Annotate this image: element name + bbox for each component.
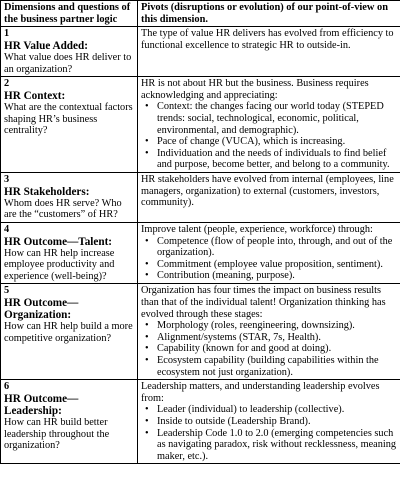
- dimension-cell: [1, 27, 138, 77]
- list-item: • Pace of change (VUCA), which is increasing.: [141, 136, 397, 148]
- list-item: • Context: the changes facing our world today (STEPED trends: social, technological, economic, political, environmental, and demographic).: [141, 101, 397, 136]
- row-number: 1: [4, 28, 10, 40]
- list-item: • Inside to outside (Leadership Brand).: [141, 416, 397, 428]
- pivot-cell: [138, 284, 400, 380]
- dimension-question: How can HR help build a more competitive organization?: [4, 321, 133, 345]
- list-item: • Competence (flow of people into, through, and out of the organization).: [141, 236, 397, 259]
- dimension-question: What value does HR deliver to an organization?: [4, 51, 132, 75]
- dimension-title: HR Value Added:: [4, 39, 88, 52]
- pivot-bullet-list: [141, 236, 397, 282]
- header-dimensions: Dimensions and questions of the business partner logic: [1, 1, 138, 27]
- list-item: • Leadership Code 1.0 to 2.0 (emerging competencies such as navigating paradox, risk without recklessness, meaning maker, etc.).: [141, 428, 397, 463]
- list-item: • Leader (individual) to leadership (collective).: [141, 404, 397, 416]
- list-item: • Ecosystem capability (building capabilities within the ecosystem not just organization).: [141, 355, 397, 378]
- dimension-title: HR Outcome—Organization:: [4, 297, 79, 322]
- dimension-cell: [1, 77, 138, 173]
- dimension-cell: [1, 222, 138, 284]
- table-row: [1, 27, 400, 77]
- list-item: • Commitment (employee value proposition, sentiment).: [141, 259, 397, 271]
- row-number: 3: [4, 173, 10, 185]
- row-number: 5: [4, 285, 10, 297]
- pivot-text: Improve talent (people, experience, workforce) through:: [141, 223, 373, 235]
- table-row: [1, 77, 400, 173]
- pivot-cell: [138, 172, 400, 222]
- table-row: [1, 222, 400, 284]
- pivot-text: Organization has four times the impact on business results than that of the individual talent! Organization thinking has evolved through these stages:: [141, 285, 386, 320]
- table-header-row: [1, 1, 400, 27]
- dimension-title: HR Stakeholders:: [4, 185, 90, 198]
- table-row: [1, 380, 400, 464]
- dimension-question: How can HR build better leadership throughout the organization?: [4, 417, 110, 452]
- dimension-cell: [1, 284, 138, 380]
- dimension-cell: [1, 172, 138, 222]
- header-pivots: Pivots (disruptions or evolution) of our point-of-view on this dimension.: [138, 1, 400, 27]
- list-item: • Capability (known for and good at doing).: [141, 343, 397, 355]
- table-row: [1, 284, 400, 380]
- dimension-cell: [1, 380, 138, 464]
- list-item: • Morphology (roles, reengineering, downsizing).: [141, 320, 397, 332]
- pivot-cell: [138, 77, 400, 173]
- pivot-cell: [138, 222, 400, 284]
- table-row: [1, 172, 400, 222]
- pivot-bullet-list: [141, 320, 397, 378]
- pivot-bullet-list: [141, 101, 397, 171]
- dimension-title: HR Context:: [4, 89, 66, 102]
- pivot-cell: [138, 380, 400, 464]
- pivot-text: The type of value HR delivers has evolved from efficiency to functional excellence to strategic HR to outside-in.: [141, 28, 394, 51]
- row-number: 2: [4, 78, 10, 90]
- pivot-cell: [138, 27, 400, 77]
- row-number: 4: [4, 223, 10, 235]
- dimension-title: HR Outcome—Talent:: [4, 235, 113, 248]
- pivot-text: Leadership matters, and understanding leadership evolves from:: [141, 381, 380, 404]
- list-item: • Individuation and the needs of individuals to find belief and purpose, become better, and belong to a community.: [141, 148, 397, 171]
- pivot-bullet-list: [141, 404, 397, 462]
- pivot-text: HR stakeholders have evolved from internal (employees, line managers, organization) to external (customers, investors, community).: [141, 173, 394, 209]
- list-item: • Alignment/systems (STAR, 7s, Health).: [141, 332, 397, 344]
- row-number: 6: [4, 381, 10, 393]
- dimension-question: What are the contextual factors shaping HR’s business centrality?: [4, 101, 133, 137]
- list-item: • Contribution (meaning, purpose).: [141, 270, 397, 282]
- dimension-title: HR Outcome—Leadership:: [4, 392, 79, 418]
- dimension-question: How can HR help increase employee productivity and experience (well-being)?: [4, 247, 115, 282]
- dimension-question: Whom does HR serve? Who are the “customers” of HR?: [4, 197, 122, 221]
- pivot-text: HR is not about HR but the business. Business requires acknowledging and appreciating:: [141, 78, 369, 101]
